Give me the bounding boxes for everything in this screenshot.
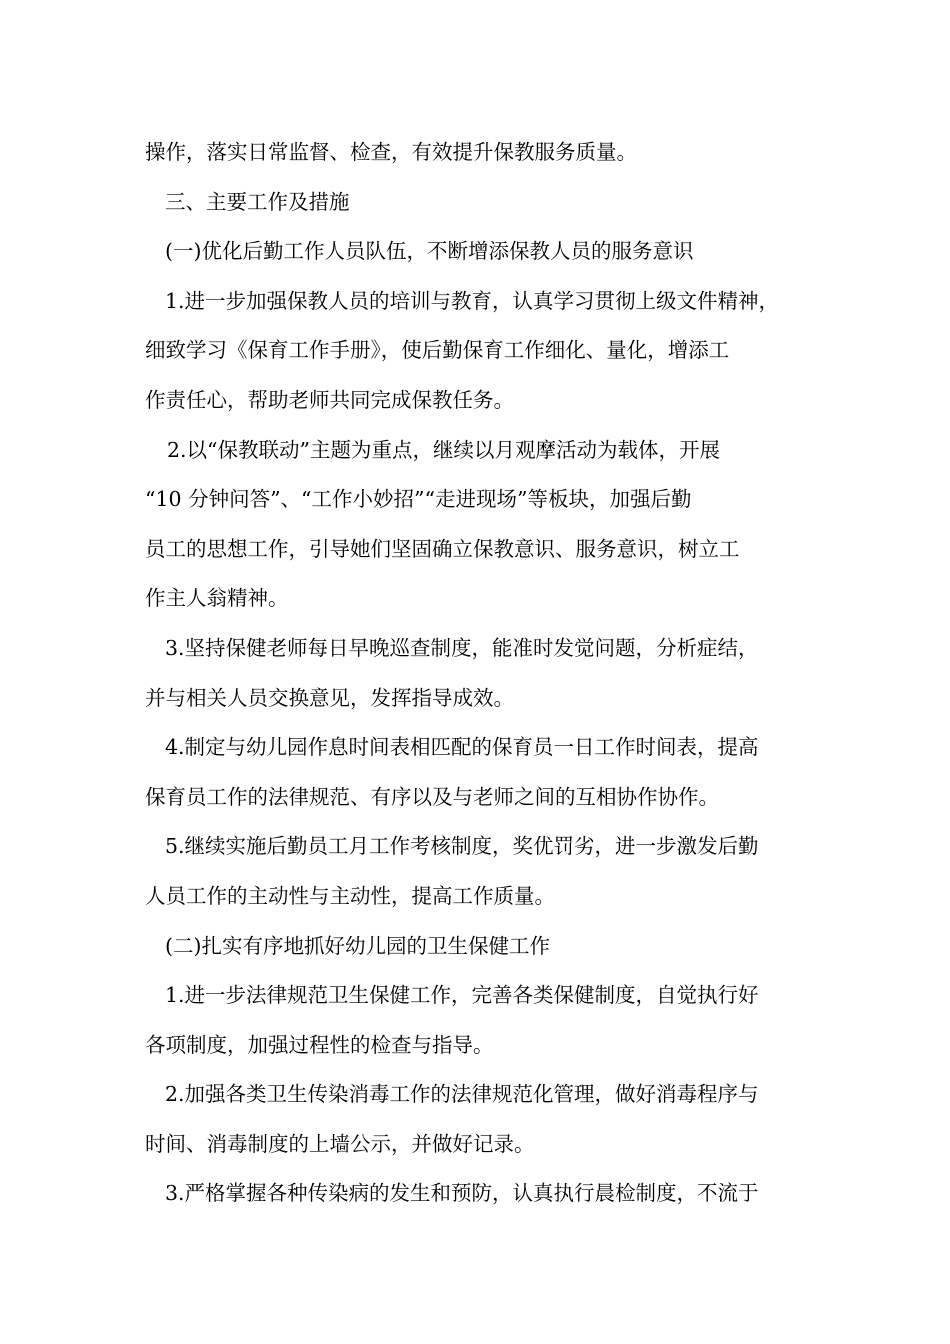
text-line: 操作，落实日常监督、检查，有效提升保教服务质量。 xyxy=(145,140,637,164)
document-body xyxy=(145,128,815,1219)
text-line: 各项制度，加强过程性的检查与指导。 xyxy=(145,1032,494,1057)
text-line: 3.坚持保健老师每日早晚巡查制度，能准时发觉问题，分析症结， xyxy=(165,635,759,660)
text-line: 1.进一步加强保教人员的培训与教育，认真学习贯彻上级文件精神， xyxy=(165,288,780,313)
text-line: 作主人翁精神。 xyxy=(145,586,289,611)
text-line: 员工的思想工作，引导她们坚固确立保教意识、服务意识，树立工 xyxy=(145,536,740,561)
text-line: 4.制定与幼儿园作息时间表相匹配的保育员一日工作时间表，提高 xyxy=(165,735,759,760)
text-line: 3.严格掌握各种传染病的发生和预防，认真执行晨检制度，不流于 xyxy=(165,1181,759,1206)
text-line: 5.继续实施后勤员工月工作考核制度，奖优罚劣，进一步激发后勤 xyxy=(165,834,759,859)
text-line: 人员工作的主动性与主动性，提高工作质量。 xyxy=(145,883,555,908)
subsection-heading: (二)扎实有序地抓好幼儿园的卫生保健工作 xyxy=(165,933,550,958)
text-line: 1.进一步法律规范卫生保健工作，完善各类保健制度，自觉执行好 xyxy=(165,983,759,1008)
section-heading: 三、主要工作及措施 xyxy=(165,189,350,214)
text-line: 时间、消毒制度的上墙公示，并做好记录。 xyxy=(145,1131,535,1156)
text-line: 作责任心，帮助老师共同完成保教任务。 xyxy=(145,387,514,412)
text-line: “10 分钟问答”、“工作小妙招”“走进现场”等板块，加强后勤 xyxy=(145,487,692,512)
text-line: 细致学习《保育工作手册》，使后勤保育工作细化、量化，增添工 xyxy=(145,338,730,363)
text-line: 2.以“保教联动”主题为重点，继续以月观摩活动为载体，开展 xyxy=(167,437,721,462)
text-line: 并与相关人员交换意见，发挥指导成效。 xyxy=(145,685,514,710)
text-line: 保育员工作的法律规范、有序以及与老师之间的互相协作协作。 xyxy=(145,784,719,809)
text-line: 2.加强各类卫生传染消毒工作的法律规范化管理，做好消毒程序与 xyxy=(165,1082,759,1107)
subsection-heading: (一)优化后勤工作人员队伍，不断增添保教人员的服务意识 xyxy=(165,239,694,264)
